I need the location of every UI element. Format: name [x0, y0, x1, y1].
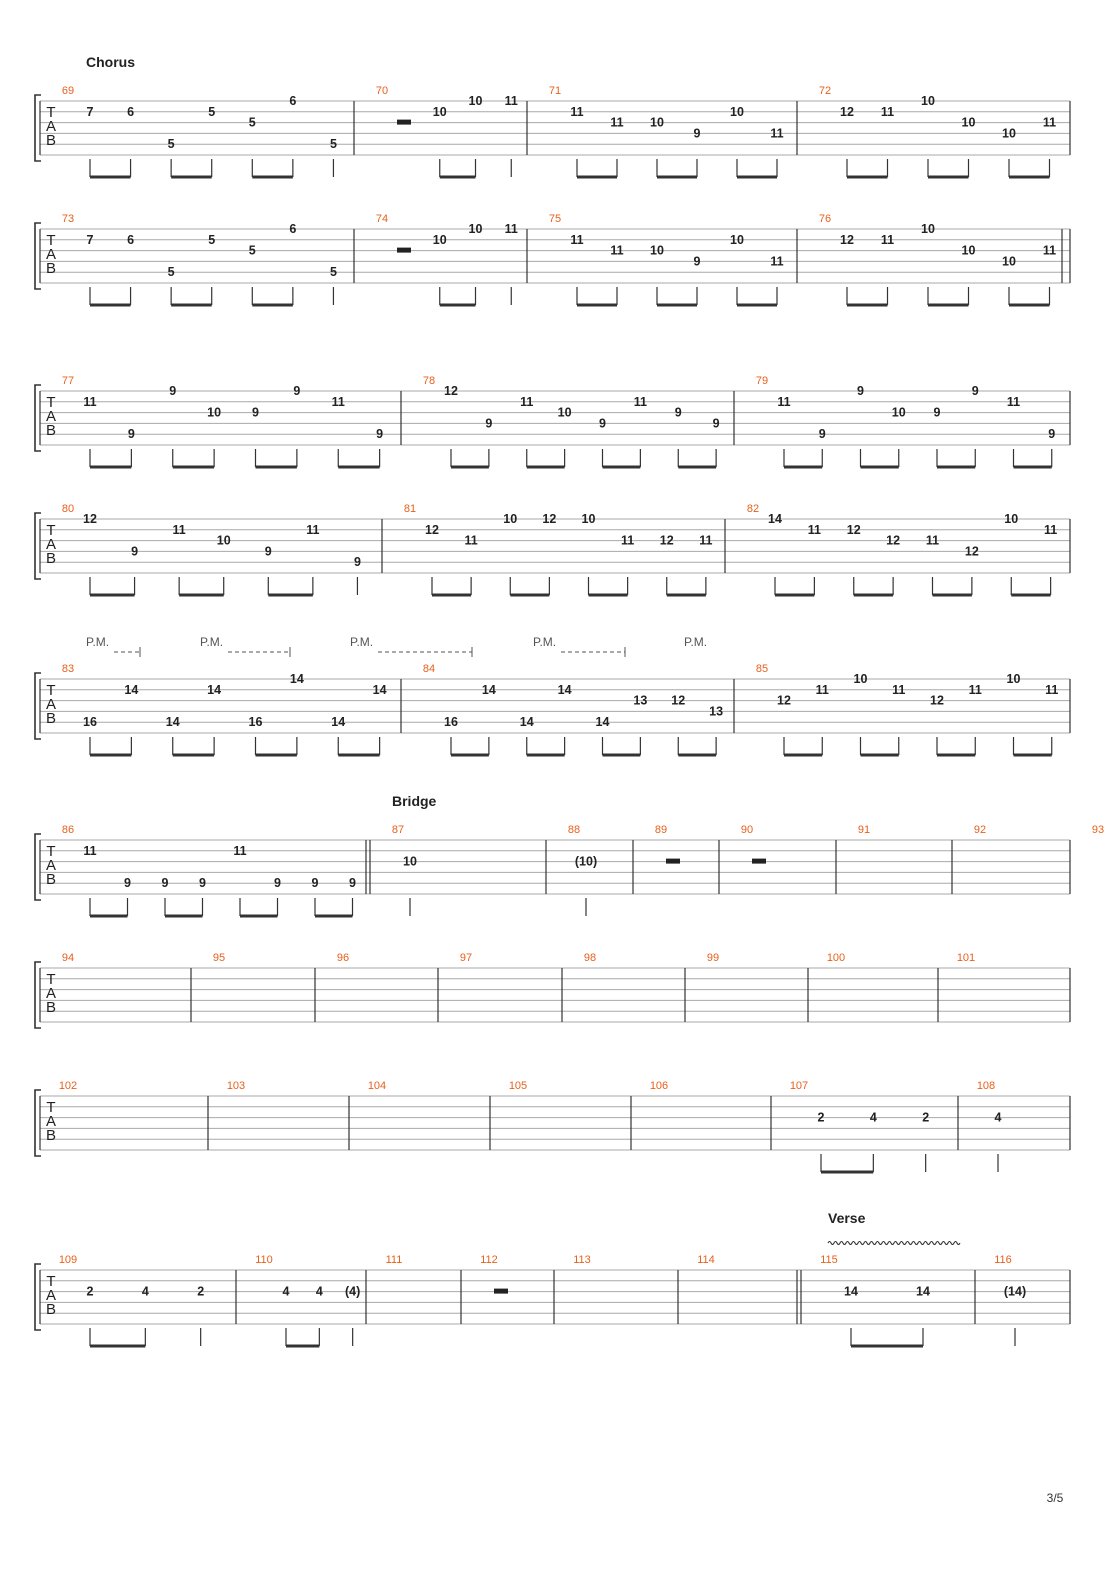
- fret-number: 9: [169, 384, 177, 398]
- tab-clef-letter: T: [46, 522, 56, 539]
- fret-number: 11: [172, 522, 186, 537]
- measure-number: 97: [459, 952, 473, 964]
- fret-number: 14: [595, 715, 610, 730]
- tab-system: [35, 54, 1070, 177]
- measure-number: 95: [212, 952, 226, 964]
- tab-clef-letter: A: [45, 857, 57, 874]
- tab-clef-letter: B: [45, 999, 57, 1016]
- fret-number: 9: [311, 876, 319, 891]
- fret-number: 11: [815, 682, 829, 697]
- fret-number: 2: [86, 1284, 94, 1299]
- fret-number: 9: [131, 544, 139, 559]
- fret-number: 10: [730, 232, 744, 247]
- fret-number: 10: [581, 512, 596, 526]
- tab-clef-letter: T: [46, 843, 56, 860]
- fret-number: (14): [1003, 1284, 1027, 1299]
- fret-number: 11: [331, 394, 345, 409]
- fret-number: 11: [968, 682, 982, 697]
- fret-number: 11: [570, 232, 584, 247]
- tab-clef-letter: A: [45, 536, 57, 553]
- fret-number: 11: [1042, 243, 1057, 258]
- fret-number: 9: [599, 416, 606, 431]
- fret-number: 9: [293, 384, 301, 398]
- tab-clef-letter: A: [45, 696, 57, 713]
- fret-number: 6: [289, 222, 297, 236]
- tab-clef-letter: A: [45, 246, 57, 263]
- fret-number: 6: [127, 232, 135, 247]
- fret-number: 10: [207, 405, 222, 420]
- measure-number: 78: [422, 375, 436, 387]
- measure-number: 98: [583, 952, 597, 964]
- rest-mark: [494, 1289, 508, 1294]
- fret-number: 11: [1006, 394, 1021, 409]
- measure-number: 111: [385, 1254, 403, 1266]
- fret-number: 12: [83, 512, 97, 526]
- fret-number: 10: [468, 94, 483, 108]
- fret-number: 11: [504, 94, 518, 108]
- fret-number: 7: [86, 104, 94, 119]
- measure-number: 86: [61, 824, 75, 836]
- fret-number: 2: [197, 1284, 205, 1299]
- rest-mark: [752, 859, 766, 864]
- fret-number: 12: [840, 232, 854, 247]
- fret-number: 12: [444, 384, 458, 398]
- fret-number: 11: [306, 522, 320, 537]
- fret-number: 9: [693, 254, 701, 269]
- fret-number: 10: [650, 115, 664, 130]
- tab-clef-letter: T: [46, 394, 56, 411]
- measure-number: 90: [740, 824, 754, 836]
- fret-number: 12: [840, 104, 854, 119]
- fret-number: 12: [542, 512, 557, 526]
- tab-system: [35, 1210, 1070, 1346]
- fret-number: 9: [127, 427, 135, 442]
- fret-number: 9: [933, 405, 941, 420]
- fret-number: 12: [671, 693, 686, 708]
- measure-number: 116: [994, 1254, 1012, 1266]
- measure-number: 81: [403, 503, 417, 515]
- fret-number: 6: [289, 94, 297, 108]
- fret-number: 10: [432, 104, 447, 119]
- fret-number: 11: [770, 126, 784, 141]
- measure-number: 85: [755, 663, 769, 675]
- fret-number: 12: [777, 693, 791, 708]
- measure-number: 84: [422, 663, 436, 675]
- measure-number: 96: [336, 952, 350, 964]
- palm-mute-label: P.M.: [684, 635, 708, 649]
- fret-number: 10: [1002, 254, 1016, 269]
- measure-number: 80: [61, 503, 75, 515]
- tab-system: [35, 213, 1070, 305]
- measure-number: 73: [61, 213, 75, 225]
- measure-number: 91: [857, 824, 871, 836]
- palm-mute-label: P.M.: [533, 635, 557, 649]
- fret-number: 5: [208, 104, 216, 119]
- fret-number: 11: [925, 533, 940, 548]
- tab-clef-letter: A: [45, 408, 57, 425]
- fret-number: 9: [712, 416, 720, 431]
- fret-number: 6: [127, 104, 135, 119]
- fret-number: 11: [1042, 115, 1057, 130]
- measure-number: 76: [818, 213, 832, 225]
- fret-number: 9: [485, 416, 493, 431]
- fret-number: 10: [853, 672, 868, 686]
- tab-clef-letter: B: [45, 422, 57, 439]
- fret-number: 9: [199, 876, 206, 891]
- fret-number: 10: [468, 222, 483, 236]
- measure-number: 72: [818, 85, 832, 97]
- measure-number: 77: [61, 375, 75, 387]
- fret-number: 11: [880, 104, 895, 119]
- tab-clef-letter: B: [45, 132, 57, 149]
- fret-number: 9: [252, 405, 259, 420]
- tab-clef-letter: B: [45, 260, 57, 277]
- fret-number: 9: [124, 876, 131, 891]
- rest-mark: [666, 859, 680, 864]
- tab-clef-letter: T: [46, 682, 56, 699]
- fret-number: 11: [621, 533, 635, 548]
- tab-system: [35, 1080, 1070, 1172]
- fret-number: 14: [124, 682, 139, 697]
- fret-number: 10: [1006, 672, 1021, 686]
- rest-mark: [397, 120, 411, 125]
- tab-clef-letter: B: [45, 1127, 57, 1144]
- tab-clef-letter: A: [45, 1113, 57, 1130]
- fret-number: 16: [248, 715, 263, 730]
- fret-number: 12: [964, 544, 979, 559]
- fret-number: 5: [248, 243, 256, 258]
- fret-number: 4: [994, 1110, 1002, 1125]
- fret-number: 11: [633, 394, 647, 409]
- tab-system: [35, 503, 1070, 595]
- fret-number: 10: [961, 243, 976, 258]
- fret-number: 10: [557, 405, 572, 420]
- fret-number: 10: [921, 222, 935, 236]
- fret-number: 9: [857, 384, 864, 398]
- fret-number: 4: [869, 1110, 877, 1125]
- measure-number: 102: [58, 1080, 78, 1092]
- fret-number: 11: [464, 533, 478, 548]
- measure-number: 75: [548, 213, 562, 225]
- fret-number: 10: [730, 104, 744, 119]
- fret-number: 14: [331, 715, 346, 730]
- fret-number: 10: [891, 405, 906, 420]
- fret-number: 11: [770, 254, 784, 269]
- tab-clef-letter: B: [45, 550, 57, 567]
- tab-clef-letter: A: [45, 118, 57, 135]
- fret-number: 5: [167, 137, 175, 152]
- fret-number: 10: [650, 243, 664, 258]
- measure-number: 70: [375, 85, 389, 97]
- measure-number: 113: [573, 1254, 591, 1266]
- fret-number: 9: [353, 555, 361, 570]
- measure-number: 71: [548, 85, 562, 97]
- measure-number: 109: [58, 1254, 78, 1266]
- tab-system: [35, 793, 1104, 916]
- fret-number: 2: [922, 1110, 930, 1125]
- fret-number: 10: [432, 232, 447, 247]
- section-label: Chorus: [86, 54, 135, 70]
- fret-number: 11: [699, 533, 713, 548]
- measure-number: 112: [480, 1254, 498, 1266]
- palm-mute-label: P.M.: [350, 635, 374, 649]
- measure-number: 104: [367, 1080, 387, 1092]
- fret-number: 14: [519, 715, 534, 730]
- fret-number: 9: [161, 876, 169, 891]
- fret-number: 12: [886, 533, 901, 548]
- fret-number: 5: [167, 265, 175, 280]
- fret-number: 9: [693, 126, 701, 141]
- tab-clef-letter: T: [46, 104, 56, 121]
- measure-number: 94: [61, 952, 75, 964]
- fret-number: 9: [971, 384, 979, 398]
- tab-system: [35, 375, 1070, 467]
- fret-number: 10: [503, 512, 518, 526]
- fret-number: 9: [1048, 427, 1056, 442]
- measure-number: 100: [826, 952, 846, 964]
- fret-number: 12: [846, 522, 861, 537]
- fret-number: 10: [1004, 512, 1019, 526]
- fret-number: 11: [610, 115, 624, 130]
- fret-number: 11: [570, 104, 584, 119]
- fret-number: 13: [709, 704, 724, 719]
- fret-number: 11: [520, 394, 534, 409]
- fret-number: 12: [930, 693, 944, 708]
- fret-number: 14: [372, 682, 387, 697]
- section-label: Bridge: [392, 793, 437, 809]
- fret-number: 14: [557, 682, 572, 697]
- fret-number: 11: [83, 394, 97, 409]
- measure-number: 110: [255, 1254, 273, 1266]
- fret-number: 14: [768, 512, 782, 526]
- fret-number: 13: [633, 693, 648, 708]
- tab-clef-letter: T: [46, 1099, 56, 1116]
- fret-number: 9: [349, 876, 356, 891]
- fret-number: 11: [610, 243, 624, 258]
- measure-number: 114: [697, 1254, 715, 1266]
- palm-mute-label: P.M.: [86, 635, 110, 649]
- fret-number: 14: [207, 682, 222, 697]
- tab-clef-letter: T: [46, 1273, 56, 1290]
- fret-number: 11: [233, 843, 247, 858]
- measure-number: 103: [226, 1080, 246, 1092]
- fret-number: 14: [481, 682, 496, 697]
- fret-number: 10: [961, 115, 976, 130]
- fret-number: 5: [208, 232, 216, 247]
- fret-number: 9: [818, 427, 826, 442]
- measure-number: 79: [755, 375, 769, 387]
- fret-number: 9: [274, 876, 281, 891]
- fret-number: 7: [86, 232, 94, 247]
- fret-number: 9: [376, 427, 384, 442]
- measure-number: 107: [789, 1080, 809, 1092]
- fret-number: 4: [282, 1284, 290, 1299]
- tab-system: [35, 952, 1070, 1028]
- fret-number: 11: [1045, 682, 1059, 697]
- fret-number: 11: [83, 843, 97, 858]
- fret-number: 12: [425, 522, 439, 537]
- measure-number: 83: [61, 663, 75, 675]
- palm-mute-label: P.M.: [200, 635, 224, 649]
- fret-number: (10): [574, 854, 598, 869]
- fret-number: 5: [329, 265, 337, 280]
- measure-number: 105: [508, 1080, 528, 1092]
- fret-number: 14: [165, 715, 180, 730]
- tab-clef-letter: A: [45, 985, 57, 1002]
- fret-number: 4: [141, 1284, 149, 1299]
- tab-clef-letter: A: [45, 1287, 57, 1304]
- fret-number: 10: [921, 94, 935, 108]
- measure-number: 101: [956, 952, 976, 964]
- fret-number: 2: [817, 1110, 825, 1125]
- measure-number: 93: [1091, 824, 1105, 836]
- fret-number: 5: [329, 137, 337, 152]
- fret-number: 11: [777, 394, 791, 409]
- vibrato-line: [828, 1242, 960, 1245]
- fret-number: 10: [1002, 126, 1016, 141]
- measure-number: 115: [820, 1254, 838, 1266]
- fret-number: 11: [807, 522, 821, 537]
- measure-number: 88: [567, 824, 581, 836]
- fret-number: 12: [659, 533, 674, 548]
- measure-number: 69: [61, 85, 75, 97]
- fret-number: 9: [674, 405, 682, 420]
- fret-number: 11: [504, 222, 518, 236]
- fret-number: 14: [844, 1284, 858, 1299]
- fret-number: 5: [248, 115, 256, 130]
- measure-number: 82: [746, 503, 760, 515]
- tab-clef-letter: T: [46, 232, 56, 249]
- measure-number: 106: [649, 1080, 669, 1092]
- fret-number: 11: [892, 682, 906, 697]
- fret-number: 9: [264, 544, 272, 559]
- measure-number: 89: [654, 824, 668, 836]
- tab-clef-letter: T: [46, 971, 56, 988]
- tab-clef-letter: B: [45, 710, 57, 727]
- measure-number: 108: [976, 1080, 996, 1092]
- fret-number: (4): [345, 1284, 361, 1299]
- fret-number: 16: [444, 715, 458, 730]
- rest-mark: [397, 248, 411, 253]
- fret-number: 11: [880, 232, 895, 247]
- tab-clef-letter: B: [45, 1301, 57, 1318]
- fret-number: 11: [1044, 522, 1058, 537]
- fret-number: 10: [403, 854, 417, 869]
- fret-number: 14: [289, 672, 304, 686]
- tab-system: [35, 635, 1070, 755]
- fret-number: 14: [916, 1284, 930, 1299]
- fret-number: 4: [315, 1284, 323, 1299]
- measure-number: 92: [973, 824, 987, 836]
- fret-number: 16: [83, 715, 97, 730]
- section-label: Verse: [828, 1210, 866, 1226]
- measure-number: 99: [706, 952, 720, 964]
- fret-number: 10: [216, 533, 231, 548]
- measure-number: 74: [375, 213, 389, 225]
- page-number: 3/5: [1046, 1491, 1064, 1505]
- tab-clef-letter: B: [45, 871, 57, 888]
- measure-number: 87: [391, 824, 405, 836]
